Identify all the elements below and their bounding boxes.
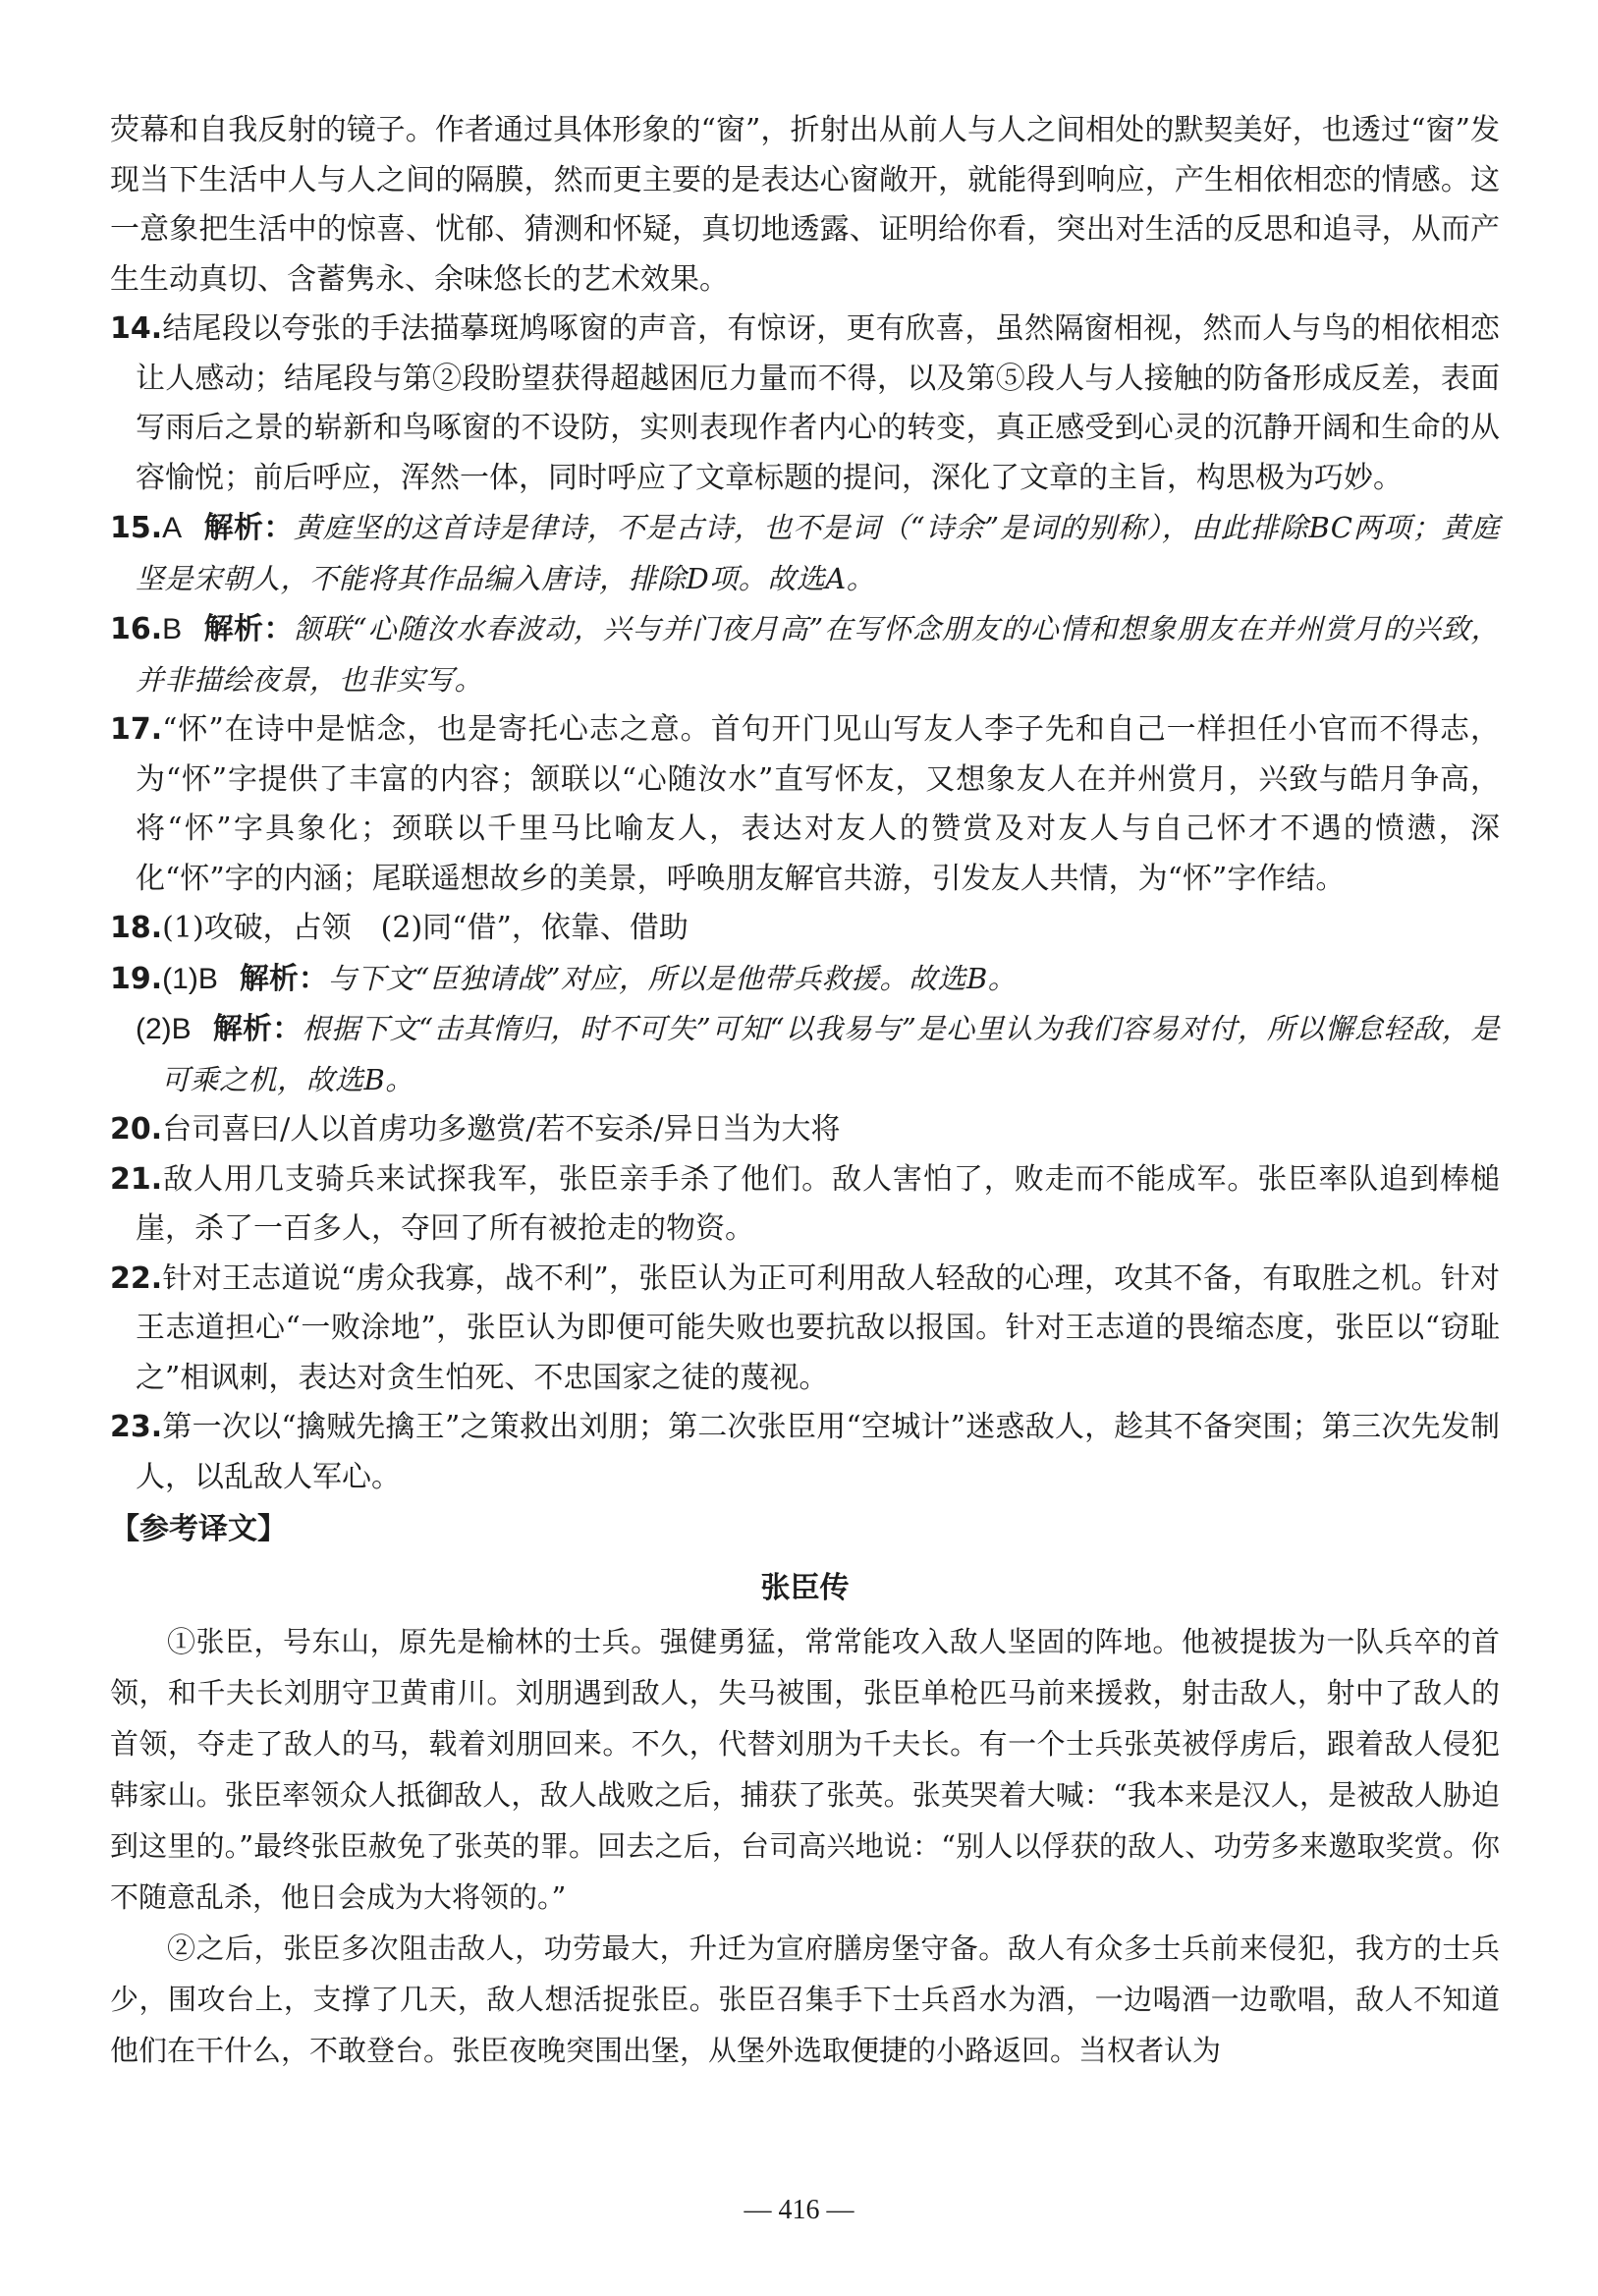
answer-19-part-1 bbox=[110, 954, 1500, 1005]
item-number: 18. bbox=[110, 911, 163, 945]
answer-text: “怀”在诗中是惦念，也是寄托心志之意。首句开门见山写友人李子先和自己一样担任小官而不得志，为“怀”字提供了丰富的内容；颔联以“心随汝水”直写怀友，又想象友人在并州赏月，兴致与皓月争高，将“怀”字具象化；颈联以千里马比喻友人，表达对友人的赞赏及对友人与自己怀才不遇的愤懑，深化“怀”字的内涵；尾联遥想故乡的美景，呼唤朋友解官共游，引发友人共情，为“怀”字作结。 bbox=[136, 712, 1500, 896]
item-number: 15. bbox=[110, 511, 163, 545]
answer-text: (1)攻破，占领 (2)同“借”，依靠、借助 bbox=[162, 911, 689, 945]
answer-22 bbox=[110, 1255, 1500, 1404]
reference-heading: 【参考译文】 bbox=[110, 1512, 287, 1546]
answer-19-part-2 bbox=[110, 1004, 1500, 1105]
item-number: 17. bbox=[110, 712, 163, 747]
answer-choice: (1)B bbox=[162, 962, 218, 995]
analysis-label: 解析： bbox=[212, 1012, 303, 1046]
translation-title: 张臣传 bbox=[760, 1571, 850, 1605]
translation-paragraph-1: ①张臣，号东山，原先是榆林的士兵。强健勇猛，常常能攻入敌人坚固的阵地。他被提拔为一队兵卒的首领，和千夫长刘朋守卫黄甫川。刘朋遇到敌人，失马被围，张臣单枪匹马前来援救，射击敌人，射中了敌人的首领，夺走了敌人的马，载着刘朋回来。不久，代替刘朋为千夫长。有一个士兵张英被俘虏后，跟着敌人侵犯韩家山。张臣率领众人抵御敌人，敌人战败之后，捕获了张英。张英哭着大喊：“我本来是汉人，是被敌人胁迫到这里的。”最终张臣赦免了张英的罪。回去之后，台司高兴地说：“别人以俘获的敌人、功劳多来邀取奖赏。你不随意乱杀，他日会成为大将领的。” bbox=[110, 1625, 1500, 1914]
item-number: 23. bbox=[110, 1410, 163, 1444]
answer-text: 第一次以“擒贼先擒王”之策救出刘朋；第二次张臣用“空城计”迷惑敌人，趁其不备突围；第三次先发制人，以乱敌人军心。 bbox=[136, 1410, 1500, 1494]
translation-paragraph-2: ②之后，张臣多次阻击敌人，功劳最大，升迁为宣府膳房堡守备。敌人有众多士兵前来侵犯，我方的士兵少，围攻台上，支撑了几天，敌人想活捉张臣。张臣召集手下士兵舀水为酒，一边喝酒一边歌唱，敌人不知道他们在干什么，不敢登台。张臣夜晚突围出堡，从堡外选取便捷的小路返回。当权者认为 bbox=[110, 1932, 1500, 2067]
continuation-paragraph: 荧幕和自我反射的镜子。作者通过具体形象的“窗”，折射出从前人与人之间相处的默契美好，也透过“窗”发现当下生活中人与人之间的隔膜，然而更主要的是表达心窗敞开，就能得到响应，产生相依相恋的情感。这一意象把生活中的惊喜、忧郁、猜测和怀疑，真切地透露、证明给你看，突出对生活的反思和追寻，从而产生生动真切、含蓄隽永、余味悠长的艺术效果。 bbox=[110, 113, 1500, 297]
analysis-label: 解析： bbox=[203, 612, 294, 646]
answer-text: 结尾段以夸张的手法描摹斑鸠啄窗的声音，有惊讶，更有欣喜，虽然隔窗相视，然而人与鸟的相依相恋让人感动；结尾段与第②段盼望获得超越困厄力量而不得，以及第⑤段人与人接触的防备形成反差，表面写雨后之景的崭新和鸟啄窗的不设防，实则表现作者内心的转变，真正感受到心灵的沉静开阔和生命的从容愉悦；前后呼应，浑然一体，同时呼应了文章标题的提问，深化了文章的主旨，构思极为巧妙。 bbox=[136, 311, 1500, 495]
answer-choice: (2)B bbox=[136, 1013, 192, 1045]
answer-17 bbox=[110, 705, 1500, 904]
analysis-text: 颔联“心随汝水春波动，兴与并门夜月高”在写怀念朋友的心情和想象朋友在并州赏月的兴致，并非描绘夜景，也非实写。 bbox=[136, 612, 1501, 697]
item-number: 21. bbox=[110, 1161, 163, 1197]
answer-text: 台司喜曰/人以首虏功多邀赏/若不妄杀/异日当为大将 bbox=[162, 1112, 841, 1147]
answer-16 bbox=[110, 604, 1500, 705]
item-number: 19. bbox=[110, 961, 163, 996]
item-number: 16. bbox=[110, 612, 163, 646]
page-number: — 416 — bbox=[744, 2195, 854, 2225]
analysis-label: 解析： bbox=[239, 961, 328, 996]
answer-text: 针对王志道说“虏众我寡，战不利”，张臣认为正可利用敌人轻敌的心理，攻其不备，有取胜之机。针对王志道担心“一败涂地”，张臣认为即便可能失败也要抗敌以报国。针对王志道的畏缩态度，张臣以“窃耻之”相讽刺，表达对贪生怕死、不忠国家之徒的蔑视。 bbox=[136, 1260, 1500, 1395]
answer-23 bbox=[110, 1403, 1500, 1502]
item-number: 22. bbox=[110, 1260, 163, 1296]
answer-15 bbox=[110, 503, 1500, 604]
analysis-label: 解析： bbox=[203, 511, 294, 545]
answer-18 bbox=[110, 904, 1500, 954]
item-number: 14. bbox=[110, 311, 163, 346]
answer-20 bbox=[110, 1105, 1500, 1155]
answer-choice: A bbox=[162, 512, 183, 544]
analysis-text: 与下文“臣独请战”对应，所以是他带兵救援。故选B。 bbox=[327, 961, 1018, 995]
analysis-text: 黄庭坚的这首诗是律诗，不是古诗，也不是词（“诗余”是词的别称），由此排除BC两项；黄庭坚是宋朝人，不能将其作品编入唐诗，排除D项。故选A。 bbox=[136, 511, 1501, 595]
answer-text: 敌人用几支骑兵来试探我军，张臣亲手杀了他们。敌人害怕了，败走而不能成军。张臣率队追到棒槌崖，杀了一百多人，夺回了所有被抢走的物资。 bbox=[136, 1161, 1500, 1246]
item-number: 20. bbox=[110, 1112, 163, 1147]
answer-14 bbox=[110, 305, 1500, 503]
answer-21 bbox=[110, 1155, 1500, 1255]
answer-choice: B bbox=[162, 613, 183, 645]
analysis-text: 根据下文“击其惰归，时不可失”可知“以我易与”是心里认为我们容易对付，所以懈怠轻敌，是可乘之机，故选B。 bbox=[161, 1012, 1501, 1096]
